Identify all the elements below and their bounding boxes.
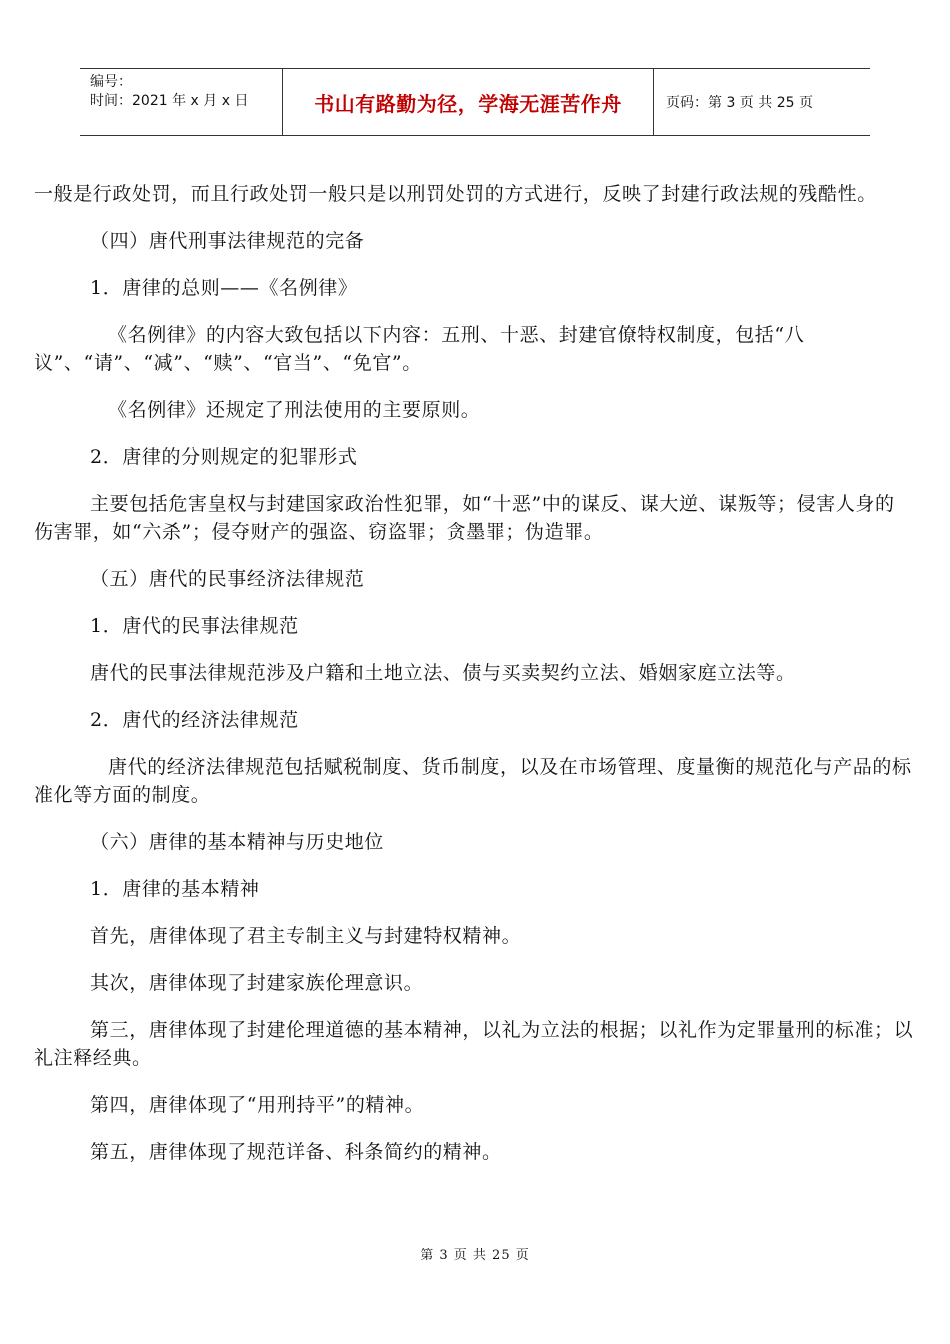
- footer-page-number: 第 3 页 共 25 页: [420, 1248, 530, 1263]
- paragraph: 第五，唐律体现了规范详备、科条简约的精神。: [90, 1141, 502, 1163]
- paragraph: 唐代的经济法律规范包括赋税制度、货币制度，以及在市场管理、度量衡的规范化与产品的标准化等方面的制度。: [34, 756, 912, 806]
- header-page-info: 页码：第 3 页 共 25 页: [666, 95, 813, 111]
- paragraph: 第四，唐律体现了“用刑持平”的精神。: [90, 1094, 425, 1116]
- subsection-heading: 2．唐律的分则规定的犯罪形式: [90, 446, 358, 468]
- paragraph: 首先，唐律体现了君主专制主义与封建特权精神。: [90, 925, 522, 947]
- subsection-heading: 1．唐律的基本精神: [90, 878, 260, 900]
- section-heading: （四）唐代刑事法律规范的完备: [90, 230, 365, 252]
- header-motto-cell: [282, 69, 654, 135]
- document-date: 时间：2021 年 x 月 x 日: [90, 93, 249, 109]
- subsection-heading: 1．唐律的总则——《名例律》: [90, 277, 358, 299]
- subsection-heading: 2．唐代的经济法律规范: [90, 709, 299, 731]
- document-body: [34, 180, 914, 1185]
- section-heading: （六）唐律的基本精神与历史地位: [90, 831, 385, 853]
- header-motto: 书山有路勤为径，学海无涯苦作舟: [314, 91, 622, 116]
- subsection-heading: 1．唐代的民事法律规范: [90, 615, 299, 637]
- paragraph: 《名例律》还规定了刑法使用的主要原则。: [108, 399, 481, 421]
- header-page-cell: [654, 69, 870, 135]
- paragraph: 《名例律》的内容大致包括以下内容：五刑、十恶、封建官僚特权制度，包括“八议”、“请”、“减”、“赎”、“官当”、“免官”。: [34, 324, 805, 374]
- document-number-label: 编号：: [90, 74, 132, 90]
- paragraph: 主要包括危害皇权与封建国家政治性犯罪，如“十恶”中的谋反、谋大逆、谋叛等；侵害人身的伤害罪，如“六杀”；侵夺财产的强盗、窃盗罪；贪墨罪；伪造罪。: [34, 493, 895, 543]
- paragraph: 其次，唐律体现了封建家族伦理意识。: [90, 972, 424, 994]
- paragraph: 第三，唐律体现了封建伦理道德的基本精神，以礼为立法的根据；以礼作为定罪量刑的标准；以礼注释经典。: [34, 1019, 914, 1069]
- section-heading: （五）唐代的民事经济法律规范: [90, 568, 365, 590]
- paragraph: 唐代的民事法律规范涉及户籍和土地立法、债与买卖契约立法、婚姻家庭立法等。: [90, 662, 796, 684]
- header-left-cell: [80, 69, 282, 135]
- page-footer: [0, 1244, 950, 1263]
- page-header: [80, 68, 870, 136]
- paragraph: 一般是行政处罚，而且行政处罚一般只是以刑罚处罚的方式进行，反映了封建行政法规的残酷性。: [34, 183, 877, 205]
